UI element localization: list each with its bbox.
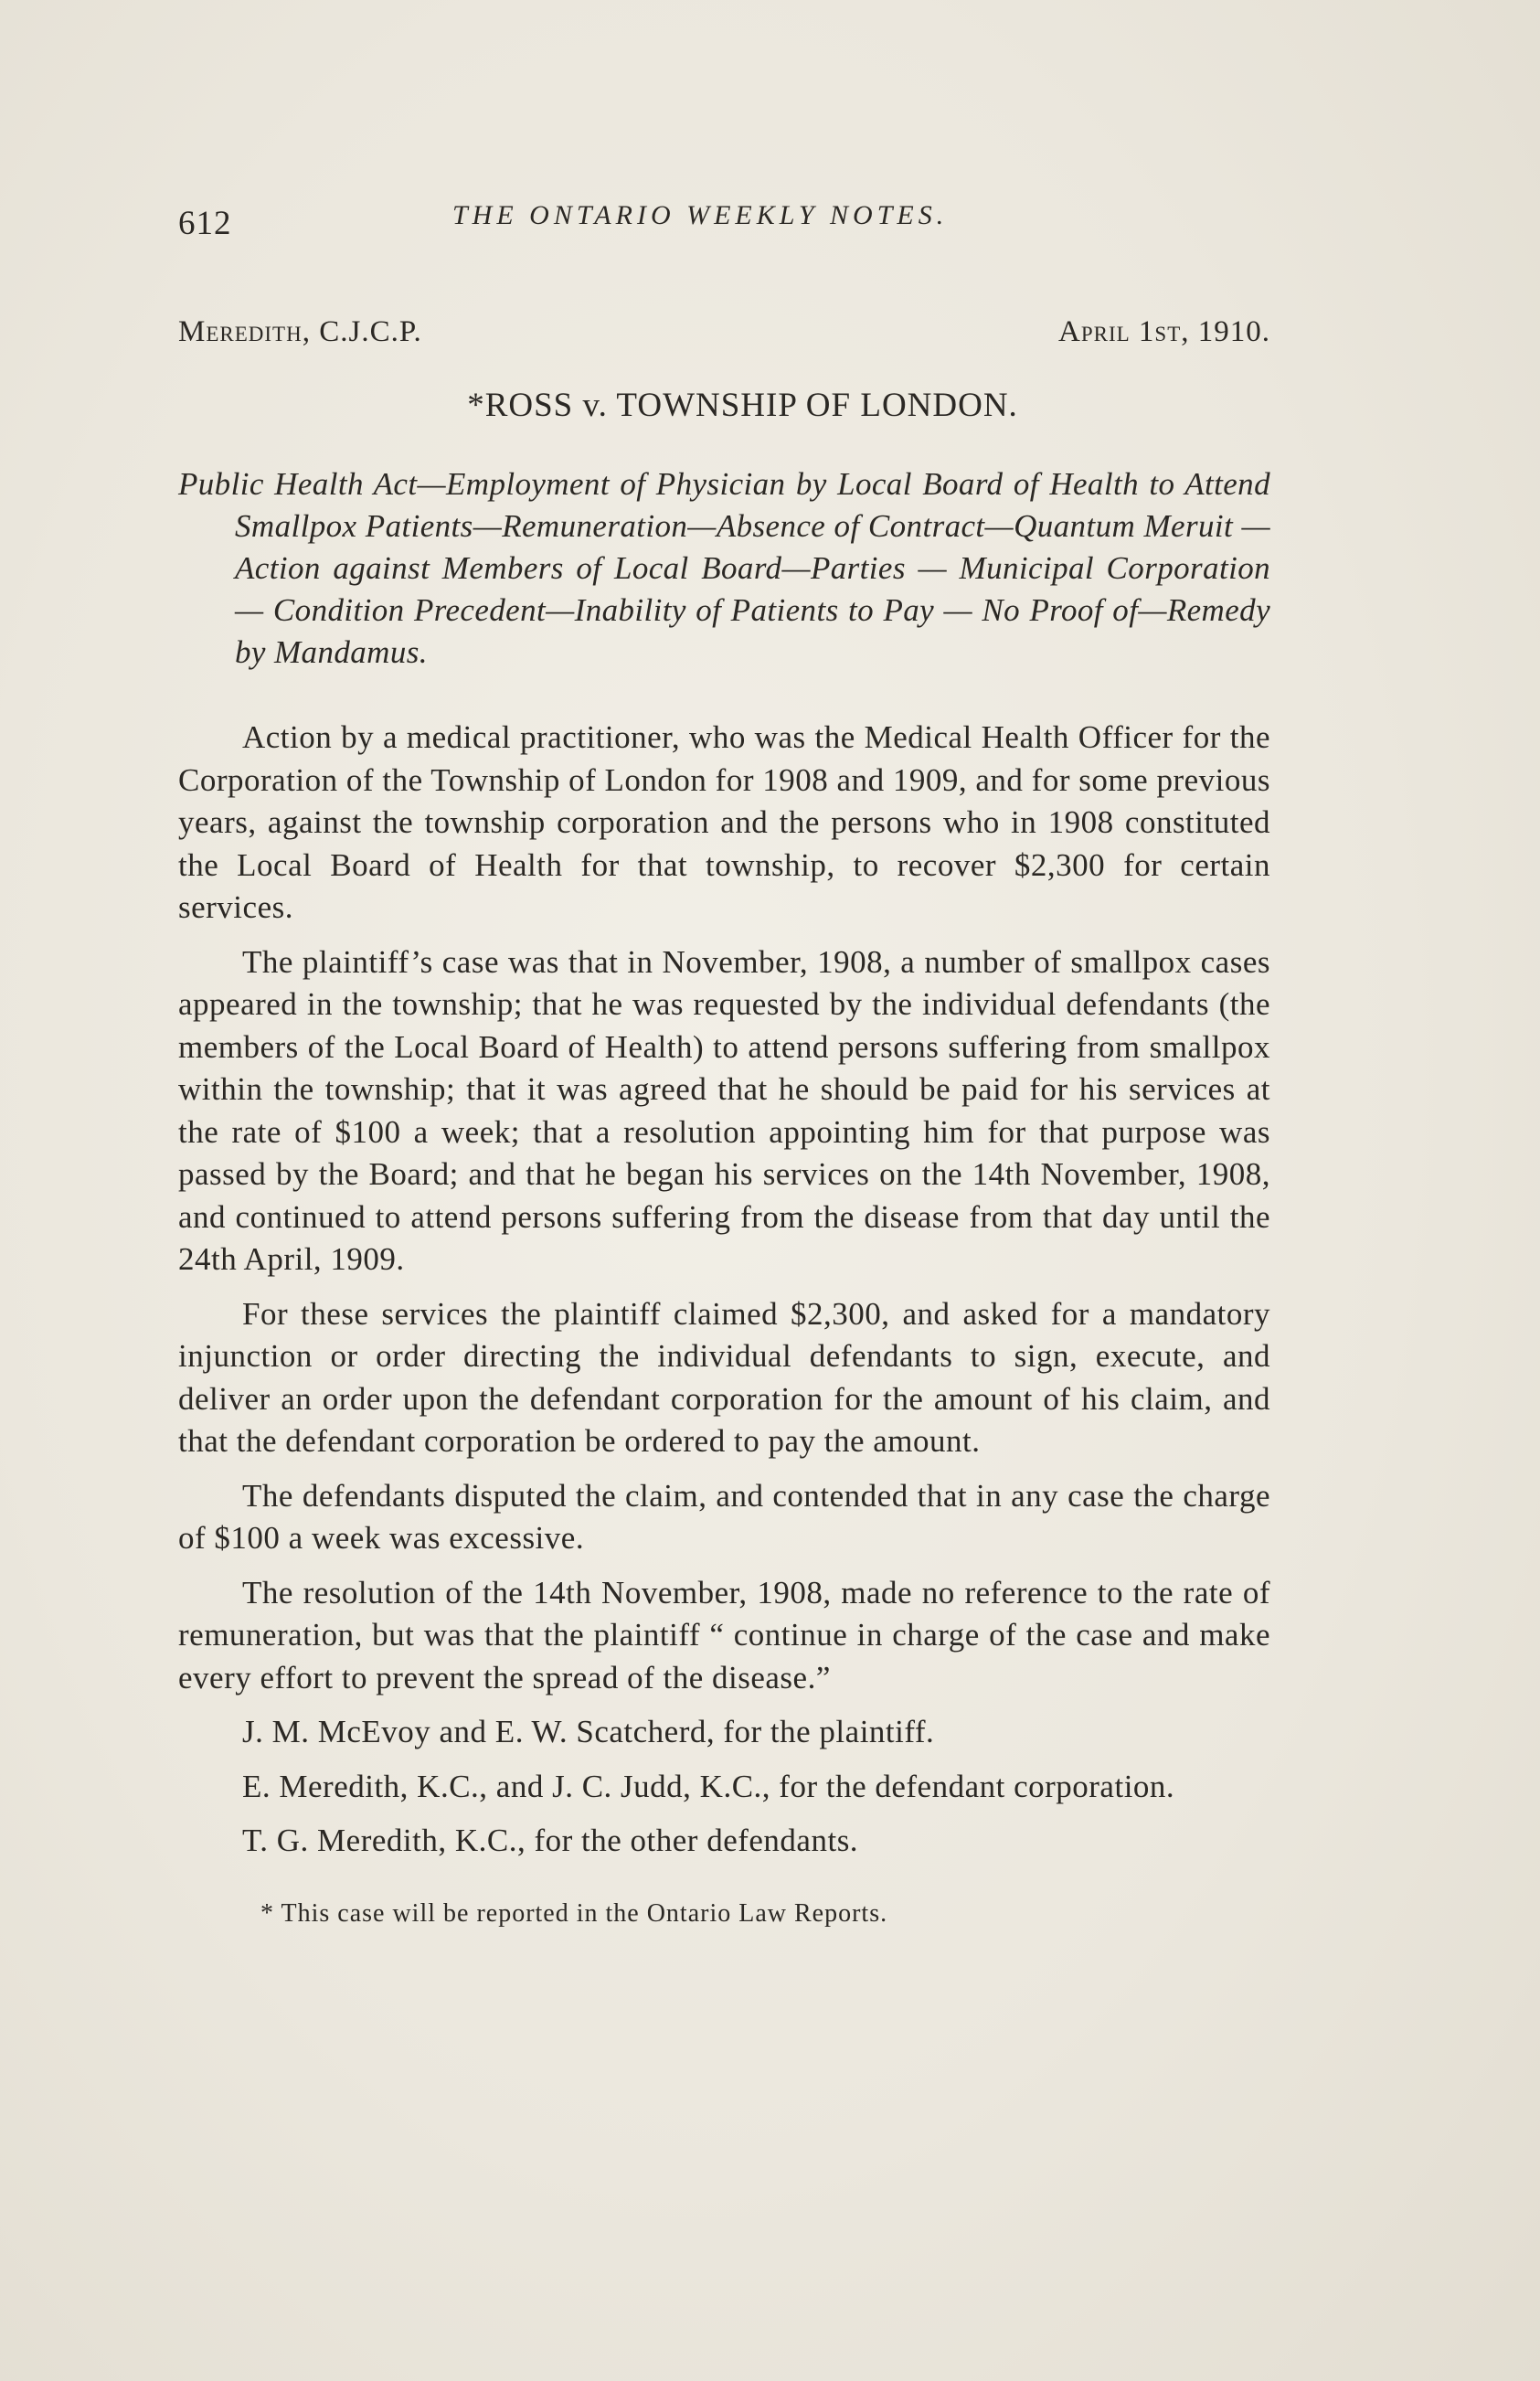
counsel-line: E. Meredith, K.C., and J. C. Judd, K.C., for the defendant corporation.: [242, 1768, 1175, 1804]
case-title: *ROSS v. TOWNSHIP OF LONDON.: [467, 387, 1018, 424]
body-paragraph: The plaintiff’s case was that in November, 1908, a number of smallpox cases appeared in the township; that he was requested by the individual defendants (the members of the Local Board of Health) to attend persons suffering from smallpox within the township; that it was agreed that he should be paid for his services at the rate of $100 a week; that a resolution appointing him for that purpose was passed by the Board; and that he began his services on the 14th November, 1908, and continued to attend persons suffering from the disease from that day until the 24th April, 1909.: [178, 943, 1270, 1277]
judge-name: Meredith, C.J.C.P.: [178, 315, 422, 348]
journal-title: THE ONTARIO WEEKLY NOTES.: [452, 200, 949, 230]
counsel-line: T. G. Meredith, K.C., for the other defendants.: [242, 1823, 859, 1858]
running-head: [178, 187, 1270, 242]
headnote: Public Health Act—Employment of Physician by Local Board of Health to Attend Smallpox Patients—Remuneration—Absence of Contract—Quantum Meruit — Action against Members of Local Board—Parties — Municipal Corporation — Condition Precedent—Inability of Patients to Pay — No Proof of—Remedy by Mandamus.: [178, 466, 1270, 670]
footnote: * This case will be reported in the Ontario Law Reports.: [260, 1898, 888, 1928]
body-paragraph: Action by a medical practitioner, who was the Medical Health Officer for the Corporation of the Township of London for 1908 and 1909, and for some previous years, against the township corporation and the persons who in 1908 constituted the Local Board of Health for that township, to recover $2,300 for certain services.: [178, 719, 1270, 925]
judge-date-line: [178, 315, 1270, 349]
body-paragraph: The defendants disputed the claim, and contended that in any case the charge of $100 a week was excessive.: [178, 1477, 1270, 1556]
page-content: [178, 187, 1270, 1929]
body-paragraph: The resolution of the 14th November, 1908, made no reference to the rate of remuneration, but was that the plaintiff “ continue in charge of the case and make every effort to prevent the spread of the disease.”: [178, 1574, 1270, 1695]
body-paragraph: For these services the plaintiff claimed $2,300, and asked for a mandatory injunction or order directing the individual defendants to sign, execute, and deliver an order upon the defendant corporation for the amount of his claim, and that the defendant corporation be ordered to pay the amount.: [178, 1295, 1270, 1459]
page-number: 612: [178, 205, 232, 242]
decision-date: April 1st, 1910.: [1057, 315, 1270, 348]
counsel-line: J. M. McEvoy and E. W. Scatcherd, for the plaintiff.: [242, 1714, 935, 1749]
